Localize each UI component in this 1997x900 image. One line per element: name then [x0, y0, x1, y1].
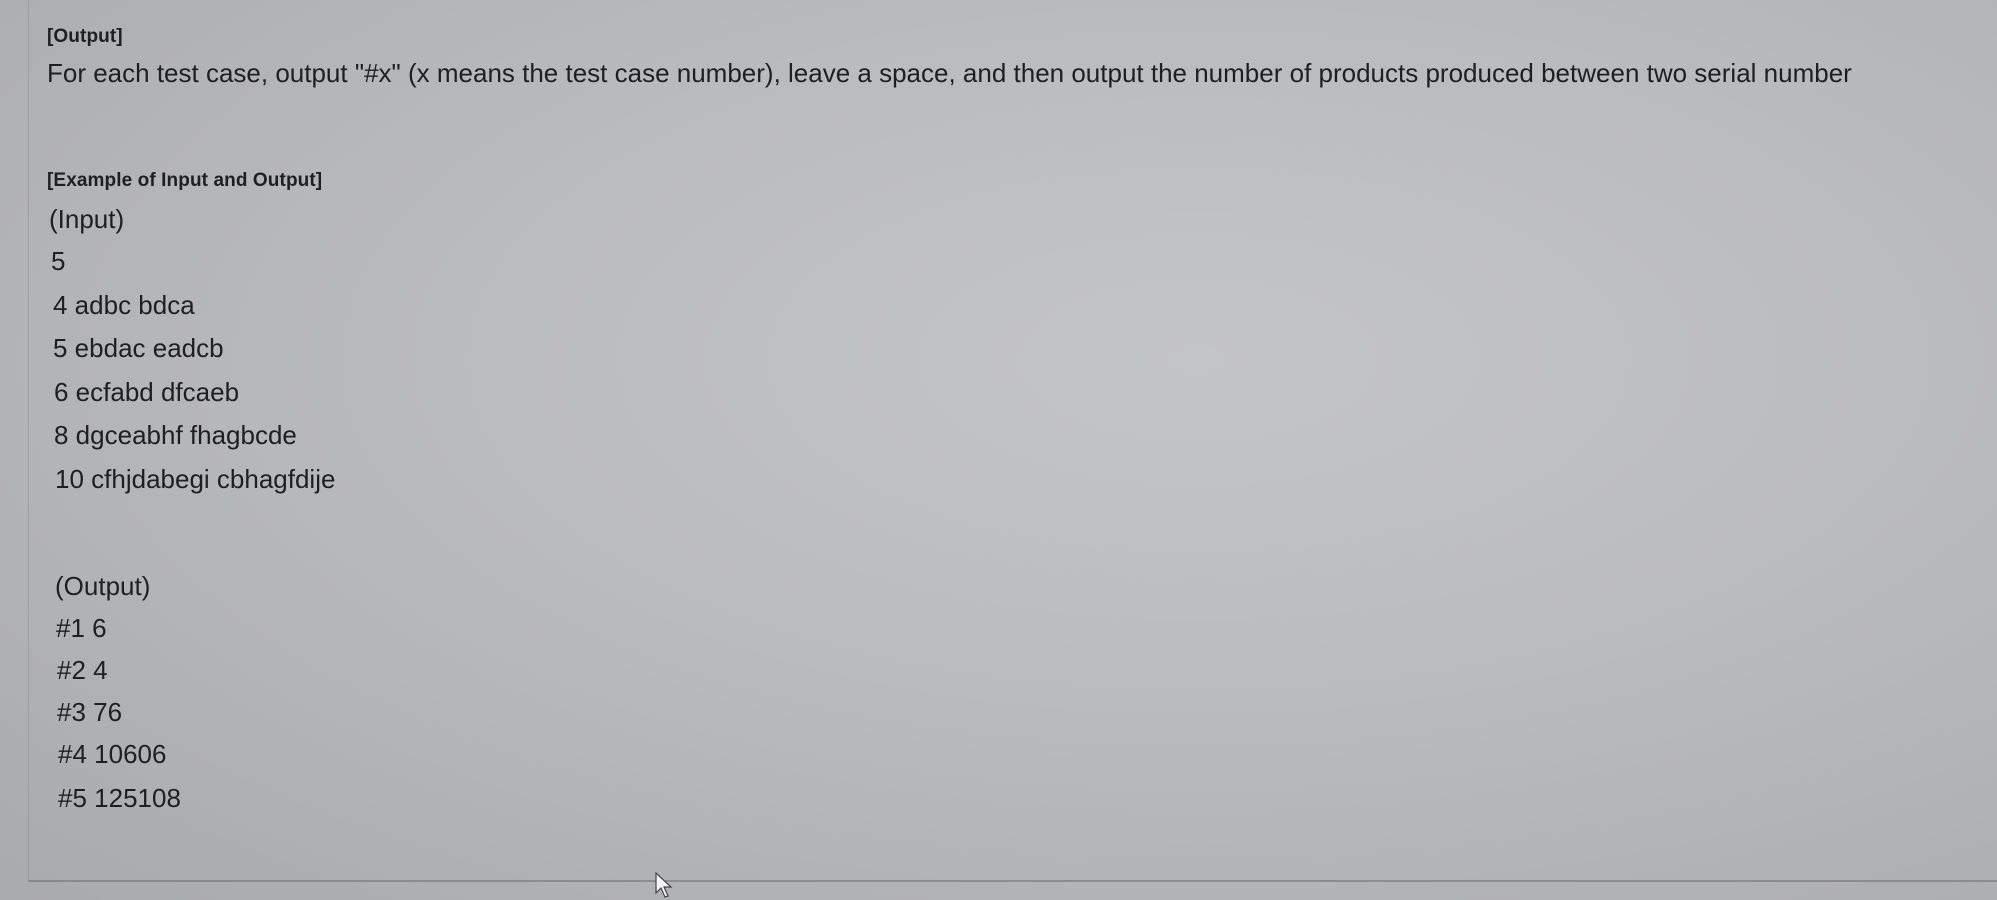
output-line: #4 10606: [58, 739, 167, 769]
output-section-title: [Output]: [47, 26, 123, 47]
input-line: 6 ecfabd dfcaeb: [54, 377, 240, 407]
input-line: 10 cfhjdabegi cbhagfdije: [55, 464, 336, 494]
mouse-pointer-icon: [655, 872, 673, 898]
input-label: (Input): [49, 204, 125, 234]
output-line: #2 4: [57, 655, 108, 685]
input-line: 5 ebdac eadcb: [53, 333, 224, 363]
output-line: #3 76: [57, 697, 123, 727]
input-line: 5: [51, 246, 66, 276]
output-description: For each test case, output "#x" (x means the test case number), leave a space, and then output the number of products produced between two serial number: [47, 58, 1852, 88]
output-line: #5 125108: [58, 783, 181, 813]
input-line: 4 adbc bdca: [53, 290, 195, 320]
output-label: (Output): [55, 571, 151, 601]
output-line: #1 6: [56, 613, 107, 643]
problem-content-panel: [28, 0, 1997, 882]
example-section-title: [Example of Input and Output]: [47, 170, 323, 191]
input-line: 8 dgceabhf fhagbcde: [54, 420, 297, 450]
